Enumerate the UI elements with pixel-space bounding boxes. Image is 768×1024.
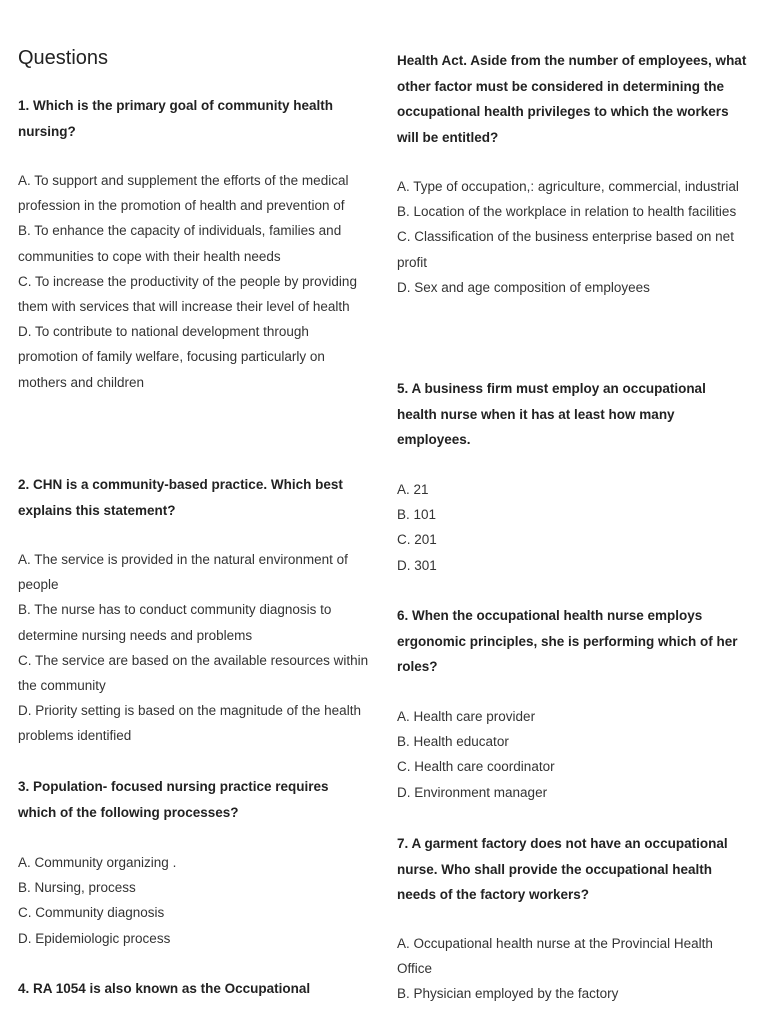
option-item: D. Epidemiologic process	[18, 930, 171, 946]
question-7-options	[397, 931, 749, 1007]
question-3: 3. Population- focused nursing practice requires which of the following processes?	[18, 779, 329, 820]
option-item: B. Health educator	[397, 734, 509, 750]
option-item: C. Classification of the business enterprise based on net profit	[397, 229, 734, 270]
question-4-start: 4. RA 1054 is also known as the Occupational	[18, 981, 311, 996]
option-item: B. Physician employed by the factory	[397, 986, 619, 1002]
option-item: A. To support and supplement the efforts of the medical profession in the promotion of health and prevention of	[18, 173, 349, 214]
option-item: C. Community diagnosis	[18, 905, 165, 921]
question-1: 1. Which is the primary goal of community health nursing?	[18, 98, 334, 139]
option-item: C. 201	[397, 532, 437, 548]
question-4-continued: Health Act. Aside from the number of employees, what other factor must be considered in determining the occupational health privileges to which the workers will be entitled?	[397, 53, 747, 145]
option-item: B. To enhance the capacity of individuals, families and communities to cope with their health needs	[18, 223, 342, 264]
page-title: Questions	[18, 47, 109, 69]
option-item: A. Health care provider	[397, 709, 536, 724]
option-item: D. Environment manager	[397, 784, 548, 800]
question-4-options	[397, 174, 749, 300]
option-item: B. 101	[397, 507, 437, 523]
option-item: A. Type of occupation,: agriculture, commercial, industrial	[397, 179, 739, 194]
option-item: A. The service is provided in the natural environment of people	[18, 552, 348, 593]
question-3-options	[18, 850, 370, 951]
option-item: D. 301	[397, 557, 437, 573]
option-item: A. 21	[397, 482, 429, 497]
option-item: D. To contribute to national development through promotion of family welfare, focusing particularly on mothers and children	[18, 324, 325, 390]
question-1-options	[18, 168, 370, 395]
option-item: B. Location of the workplace in relation to health facilities	[397, 204, 737, 220]
question-7: 7. A garment factory does not have an occupational nurse. Who shall provide the occupational health needs of the factory workers?	[397, 836, 728, 902]
option-item: A. Community organizing .	[18, 855, 177, 870]
question-6-options	[397, 704, 749, 805]
option-item: B. Nursing, process	[18, 880, 136, 896]
question-5: 5. A business firm must employ an occupational health nurse when it has at least how many employees.	[397, 381, 706, 447]
option-item: C. Health care coordinator	[397, 759, 555, 775]
question-5-options	[397, 477, 749, 578]
question-2: 2. CHN is a community-based practice. Which best explains this statement?	[18, 477, 343, 518]
option-item: B. The nurse has to conduct community diagnosis to determine nursing needs and problems	[18, 602, 332, 643]
option-item: C. To increase the productivity of the people by providing them with services that will increase their level of health	[18, 273, 357, 315]
question-2-options	[18, 547, 370, 749]
question-6: 6. When the occupational health nurse employs ergonomic principles, she is performing which of her roles?	[397, 608, 738, 674]
option-item: D. Sex and age composition of employees	[397, 279, 650, 295]
option-item: C. The service are based on the available resources within the community	[18, 652, 369, 694]
option-item: D. Priority setting is based on the magnitude of the health problems identified	[18, 703, 361, 744]
option-item: A. Occupational health nurse at the Provincial Health Office	[397, 936, 713, 977]
